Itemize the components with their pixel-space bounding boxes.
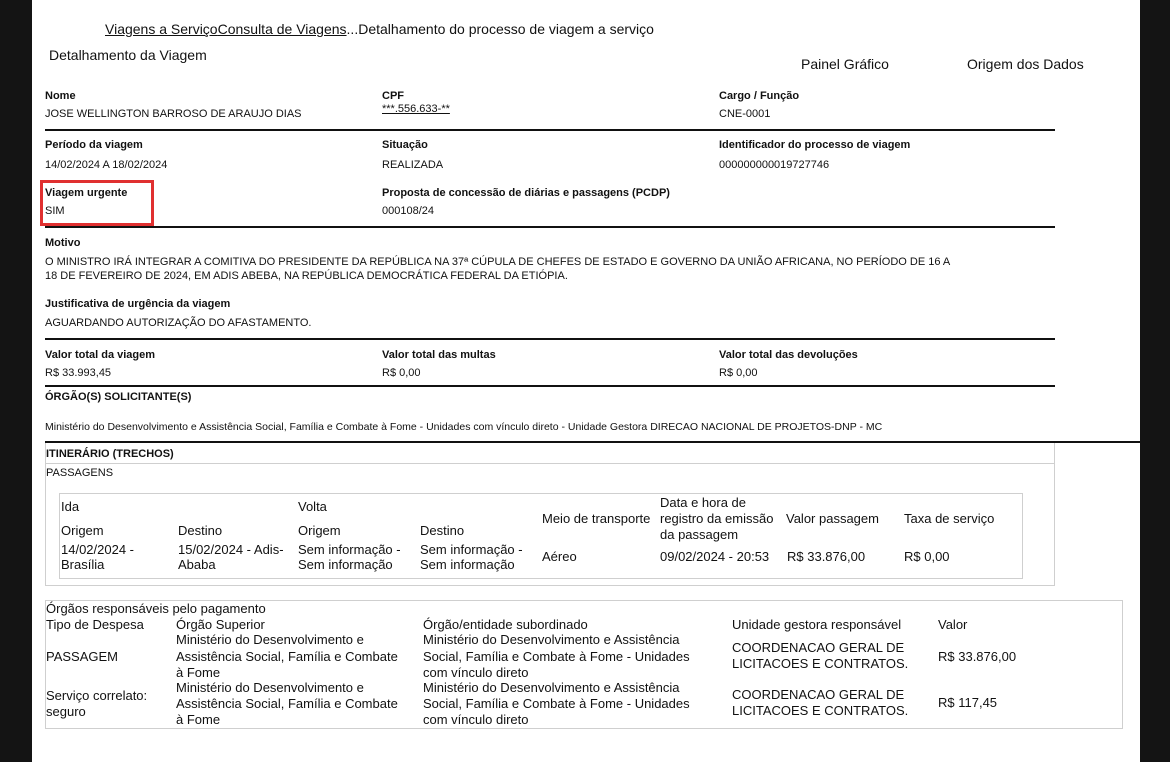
col-destino-volta: Destino [420,523,465,538]
col-origem-ida: Origem [61,523,104,538]
urgente-value: SIM [45,205,65,217]
col-origem-volta: Origem [298,523,341,538]
valor-multas-label: Valor total das multas [382,349,496,361]
pag-row2-subordinado-2: Social, Família e Combate à Fome - Unidades [423,696,690,711]
pag-row2-tipo-2: seguro [46,704,86,719]
pag-row2-unidade-2: LICITACOES E CONTRATOS. [732,703,909,718]
pag-row1-subordinado-2: Social, Família e Combate à Fome - Unidades [423,649,690,664]
valor-total-value: R$ 33.993,45 [45,367,112,379]
justificativa-value: AGUARDANDO AUTORIZAÇÃO DO AFASTAMENTO. [45,317,312,329]
pag-row1-superior-1: Ministério do Desenvolvimento e [176,632,364,647]
origem-dados-link[interactable]: Origem dos Dados [967,56,1084,72]
col-data-3: da passagem [660,527,739,542]
cell-origem-ida-1: 14/02/2024 - [61,542,135,557]
periodo-value: 14/02/2024 A 18/02/2024 [45,159,168,171]
cell-destino-ida-2: Ababa [178,557,216,572]
col-ida: Ida [61,499,80,514]
pcdp-label: Proposta de concessão de diárias e passagens (PCDP) [382,187,670,199]
cargo-label: Cargo / Função [719,90,800,102]
pag-row1-unidade-1: COORDENACAO GERAL DE [732,640,905,655]
col-volta: Volta [298,499,327,514]
pagamento-title: Órgãos responsáveis pelo pagamento [46,601,266,616]
cell-taxa: R$ 0,00 [904,549,950,564]
col-data-1: Data e hora de [660,495,747,510]
col-unidade-gestora: Unidade gestora responsável [732,617,902,632]
orgao-solicitante-value: Ministério do Desenvolvimento e Assistência Social, Família e Combate à Fome - Unidades com vínculo direto - Unidade Gestora DIRECAO NACIONAL DE PROJETOS-DNP - MC [45,421,883,433]
pag-row1-valor: R$ 33.876,00 [938,649,1017,664]
cargo-value: CNE-0001 [719,108,771,120]
pag-row1-tipo: PASSAGEM [46,649,119,664]
col-tipo-despesa: Tipo de Despesa [46,617,144,632]
col-orgao-subordinado: Órgão/entidade subordinado [423,617,588,632]
cell-data: 09/02/2024 - 20:53 [660,549,770,564]
pag-row1-subordinado-1: Ministério do Desenvolvimento e Assistência [423,632,680,647]
valor-devolucoes-value: R$ 0,00 [719,367,758,379]
situacao-label: Situação [382,139,428,151]
page-title: Detalhamento da Viagem [49,47,207,63]
orgao-solicitante-label: ÓRGÃO(S) SOLICITANTE(S) [45,391,192,403]
col-taxa-servico: Taxa de serviço [904,511,995,526]
cpf-label: CPF [382,90,404,102]
divider [45,338,1055,340]
motivo-line1: O MINISTRO IRÁ INTEGRAR A COMITIVA DO PRESIDENTE DA REPÚBLICA NA 37ª CÚPULA DE CHEFES DE ESTADO E GOVERNO DA UNIÃO AFRICANA, NO PERÍODO DE 16 A [45,256,951,268]
identificador-value: 000000000019727746 [719,159,830,171]
cpf-value[interactable]: ***.556.633-** [382,103,450,115]
breadcrumb-link-viagens[interactable]: Viagens a Serviço [105,21,218,37]
cell-destino-volta-1: Sem informação - [420,542,523,557]
motivo-line2: 18 DE FEVEREIRO DE 2024, EM ADIS ABEBA, NA REPÚBLICA DEMOCRÁTICA FEDERAL DA ETIÓPIA. [45,270,568,282]
valor-total-label: Valor total da viagem [45,349,156,361]
cell-valor: R$ 33.876,00 [787,549,866,564]
motivo-label: Motivo [45,237,81,249]
justificativa-label: Justificativa de urgência da viagem [45,298,231,310]
col-valor-passagem: Valor passagem [786,511,879,526]
identificador-label: Identificador do processo de viagem [719,139,911,151]
pag-row2-valor: R$ 117,45 [938,695,998,710]
breadcrumb [105,21,654,37]
passagens-label: PASSAGENS [46,467,114,479]
nome-label: Nome [45,90,76,102]
cell-meio: Aéreo [542,549,577,564]
pag-row1-superior-3: à Fome [176,665,221,680]
col-data-2: registro da emissão [660,511,774,526]
pag-row1-subordinado-3: com vínculo direto [423,665,529,680]
pag-row2-subordinado-1: Ministério do Desenvolvimento e Assistência [423,680,680,695]
cell-origem-volta-2: Sem informação [298,557,393,572]
pag-row2-subordinado-3: com vínculo direto [423,712,529,727]
valor-devolucoes-label: Valor total das devoluções [719,349,858,361]
cell-destino-volta-2: Sem informação [420,557,515,572]
pag-row2-superior-1: Ministério do Desenvolvimento e [176,680,364,695]
pag-row2-tipo-1: Serviço correlato: [46,688,148,703]
breadcrumb-current: Detalhamento do processo de viagem a serviço [358,21,654,37]
breadcrumb-link-consulta[interactable]: Consulta de Viagens [217,21,347,37]
cell-origem-ida-2: Brasília [61,557,105,572]
cell-destino-ida-1: 15/02/2024 - Adis- [178,542,284,557]
divider [45,385,1055,387]
pag-row1-superior-2: Assistência Social, Família e Combate [176,649,398,664]
col-valor: Valor [938,617,968,632]
cell-origem-volta-1: Sem informação - [298,542,401,557]
urgente-label: Viagem urgente [45,187,128,199]
col-meio-transporte: Meio de transporte [542,511,651,526]
nome-value: JOSE WELLINGTON BARROSO DE ARAUJO DIAS [45,108,302,120]
col-orgao-superior: Órgão Superior [176,617,265,632]
situacao-value: REALIZADA [382,159,444,171]
valor-multas-value: R$ 0,00 [382,367,421,379]
itinerario-header-box [45,443,1055,464]
pag-row2-superior-2: Assistência Social, Família e Combate [176,696,398,711]
pcdp-value: 000108/24 [382,205,434,217]
painel-grafico-link[interactable]: Painel Gráfico [801,56,889,72]
divider [45,226,1055,228]
periodo-label: Período da viagem [45,139,143,151]
col-destino-ida: Destino [178,523,223,538]
pag-row2-superior-3: à Fome [176,712,221,727]
pag-row2-unidade-1: COORDENACAO GERAL DE [732,687,905,702]
divider [45,129,1055,131]
breadcrumb-separator: ... [346,21,359,37]
pag-row1-unidade-2: LICITACOES E CONTRATOS. [732,656,909,671]
report-page [32,0,1140,762]
itinerario-label: ITINERÁRIO (TRECHOS) [46,448,174,460]
